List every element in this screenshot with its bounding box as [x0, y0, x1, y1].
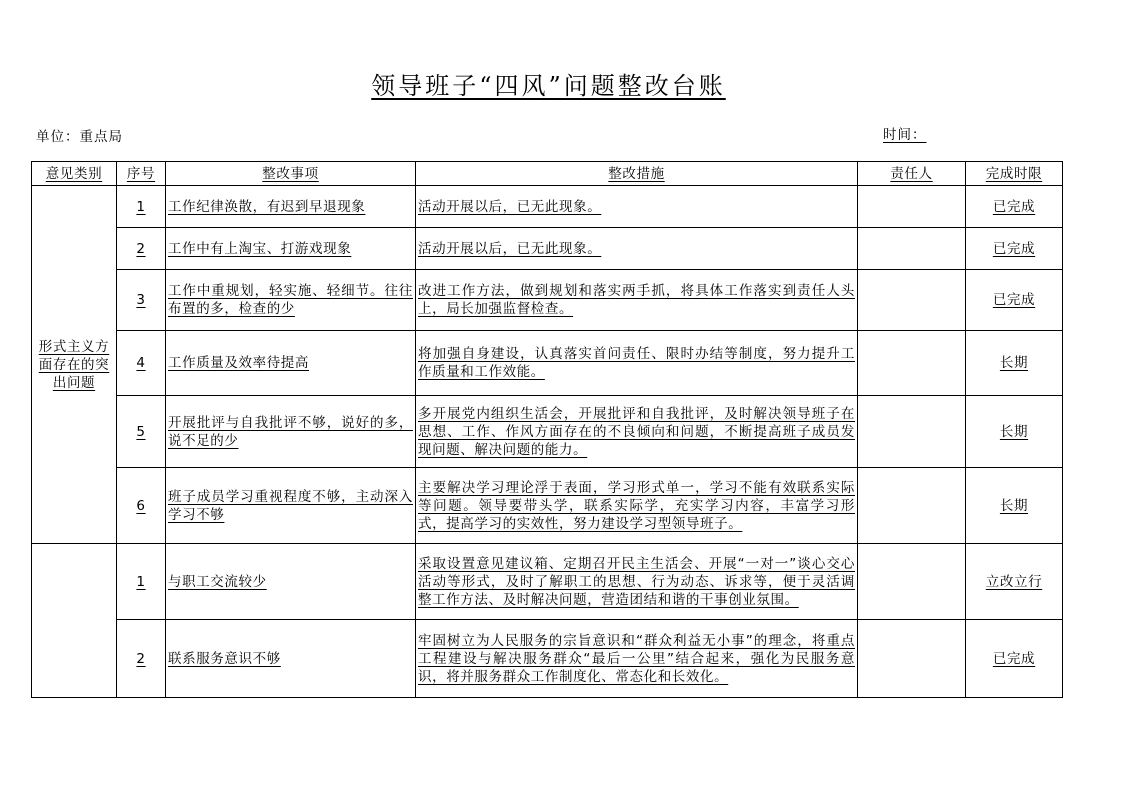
- row-number: 6: [117, 468, 166, 544]
- owner-cell: [858, 544, 966, 620]
- rectification-item: 工作中重规划，轻实施、轻细节。往往布置的多，检查的少: [166, 270, 416, 331]
- rectification-item: 联系服务意识不够: [166, 620, 416, 698]
- deadline-cell: 已完成: [966, 620, 1063, 698]
- owner-cell: [858, 396, 966, 468]
- table-row: [32, 544, 1063, 620]
- table-row: [32, 620, 1063, 698]
- owner-cell: [858, 186, 966, 228]
- table-header-row: [32, 162, 1063, 186]
- category-cell: 形式主义方面存在的突出问题: [32, 186, 117, 544]
- header-deadline: 完成时限: [966, 162, 1063, 186]
- rectification-item: 工作质量及效率待提高: [166, 331, 416, 396]
- deadline-cell: 立改立行: [966, 544, 1063, 620]
- deadline-cell: 已完成: [966, 228, 1063, 270]
- row-number: 1: [117, 186, 166, 228]
- page-title: 领导班子“四风”问题整改台账: [371, 72, 726, 100]
- owner-cell: [858, 270, 966, 331]
- table-row: [32, 468, 1063, 544]
- rectification-item: 与职工交流较少: [166, 544, 416, 620]
- rectification-measure: 活动开展以后，已无此现象。: [416, 186, 858, 228]
- time-label: 时间：: [883, 127, 927, 143]
- rectification-measure: 采取设置意见建议箱、定期召开民主生活会、开展“一对一”谈心交心活动等形式，及时了解职工的思想、行为动态、诉求等，便于灵活调整工作方法、及时解决问题，营造团结和谐的干事创业氛围。: [416, 544, 858, 620]
- rectification-item: 班子成员学习重视程度不够，主动深入学习不够: [166, 468, 416, 544]
- row-number: 3: [117, 270, 166, 331]
- rectification-ledger-table: [31, 161, 1063, 698]
- owner-cell: [858, 620, 966, 698]
- category-cell: [32, 544, 117, 698]
- unit-label: 单位：重点局: [36, 129, 123, 145]
- table-row: [32, 186, 1063, 228]
- header-owner: 责任人: [858, 162, 966, 186]
- row-number: 2: [117, 228, 166, 270]
- deadline-cell: 已完成: [966, 270, 1063, 331]
- owner-cell: [858, 331, 966, 396]
- rectification-item: 工作中有上淘宝、打游戏现象: [166, 228, 416, 270]
- table-row: [32, 331, 1063, 396]
- table-row: [32, 228, 1063, 270]
- table-row: [32, 396, 1063, 468]
- row-number: 1: [117, 544, 166, 620]
- rectification-measure: 将加强自身建设，认真落实首问责任、限时办结等制度，努力提升工作质量和工作效能。: [416, 331, 858, 396]
- deadline-cell: 已完成: [966, 186, 1063, 228]
- header-measure: 整改措施: [416, 162, 858, 186]
- row-number: 5: [117, 396, 166, 468]
- rectification-measure: 主要解决学习理论浮于表面，学习形式单一，学习不能有效联系实际等问题。领导要带头学，联系实际学，充实学习内容，丰富学习形式，提高学习的实效性，努力建设学习型领导班子。: [416, 468, 858, 544]
- deadline-cell: 长期: [966, 331, 1063, 396]
- deadline-cell: 长期: [966, 468, 1063, 544]
- rectification-item: 工作纪律涣散，有迟到早退现象: [166, 186, 416, 228]
- rectification-measure: 改进工作方法，做到规划和落实两手抓，将具体工作落实到责任人头上，局长加强监督检查。: [416, 270, 858, 331]
- row-number: 4: [117, 331, 166, 396]
- rectification-measure: 活动开展以后，已无此现象。: [416, 228, 858, 270]
- deadline-cell: 长期: [966, 396, 1063, 468]
- header-item: 整改事项: [166, 162, 416, 186]
- header-number: 序号: [117, 162, 166, 186]
- rectification-item: 开展批评与自我批评不够，说好的多，说不足的少: [166, 396, 416, 468]
- header-category: 意见类别: [32, 162, 117, 186]
- rectification-measure: 多开展党内组织生活会，开展批评和自我批评，及时解决领导班子在思想、工作、作风方面存在的不良倾向和问题，不断提高班子成员发现问题、解决问题的能力。: [416, 396, 858, 468]
- row-number: 2: [117, 620, 166, 698]
- owner-cell: [858, 468, 966, 544]
- table-row: [32, 270, 1063, 331]
- rectification-measure: 牢固树立为人民服务的宗旨意识和“群众利益无小事”的理念，将重点工程建设与解决服务群众“最后一公里”结合起来，强化为民服务意识，将并服务群众工作制度化、常态化和长效化。: [416, 620, 858, 698]
- owner-cell: [858, 228, 966, 270]
